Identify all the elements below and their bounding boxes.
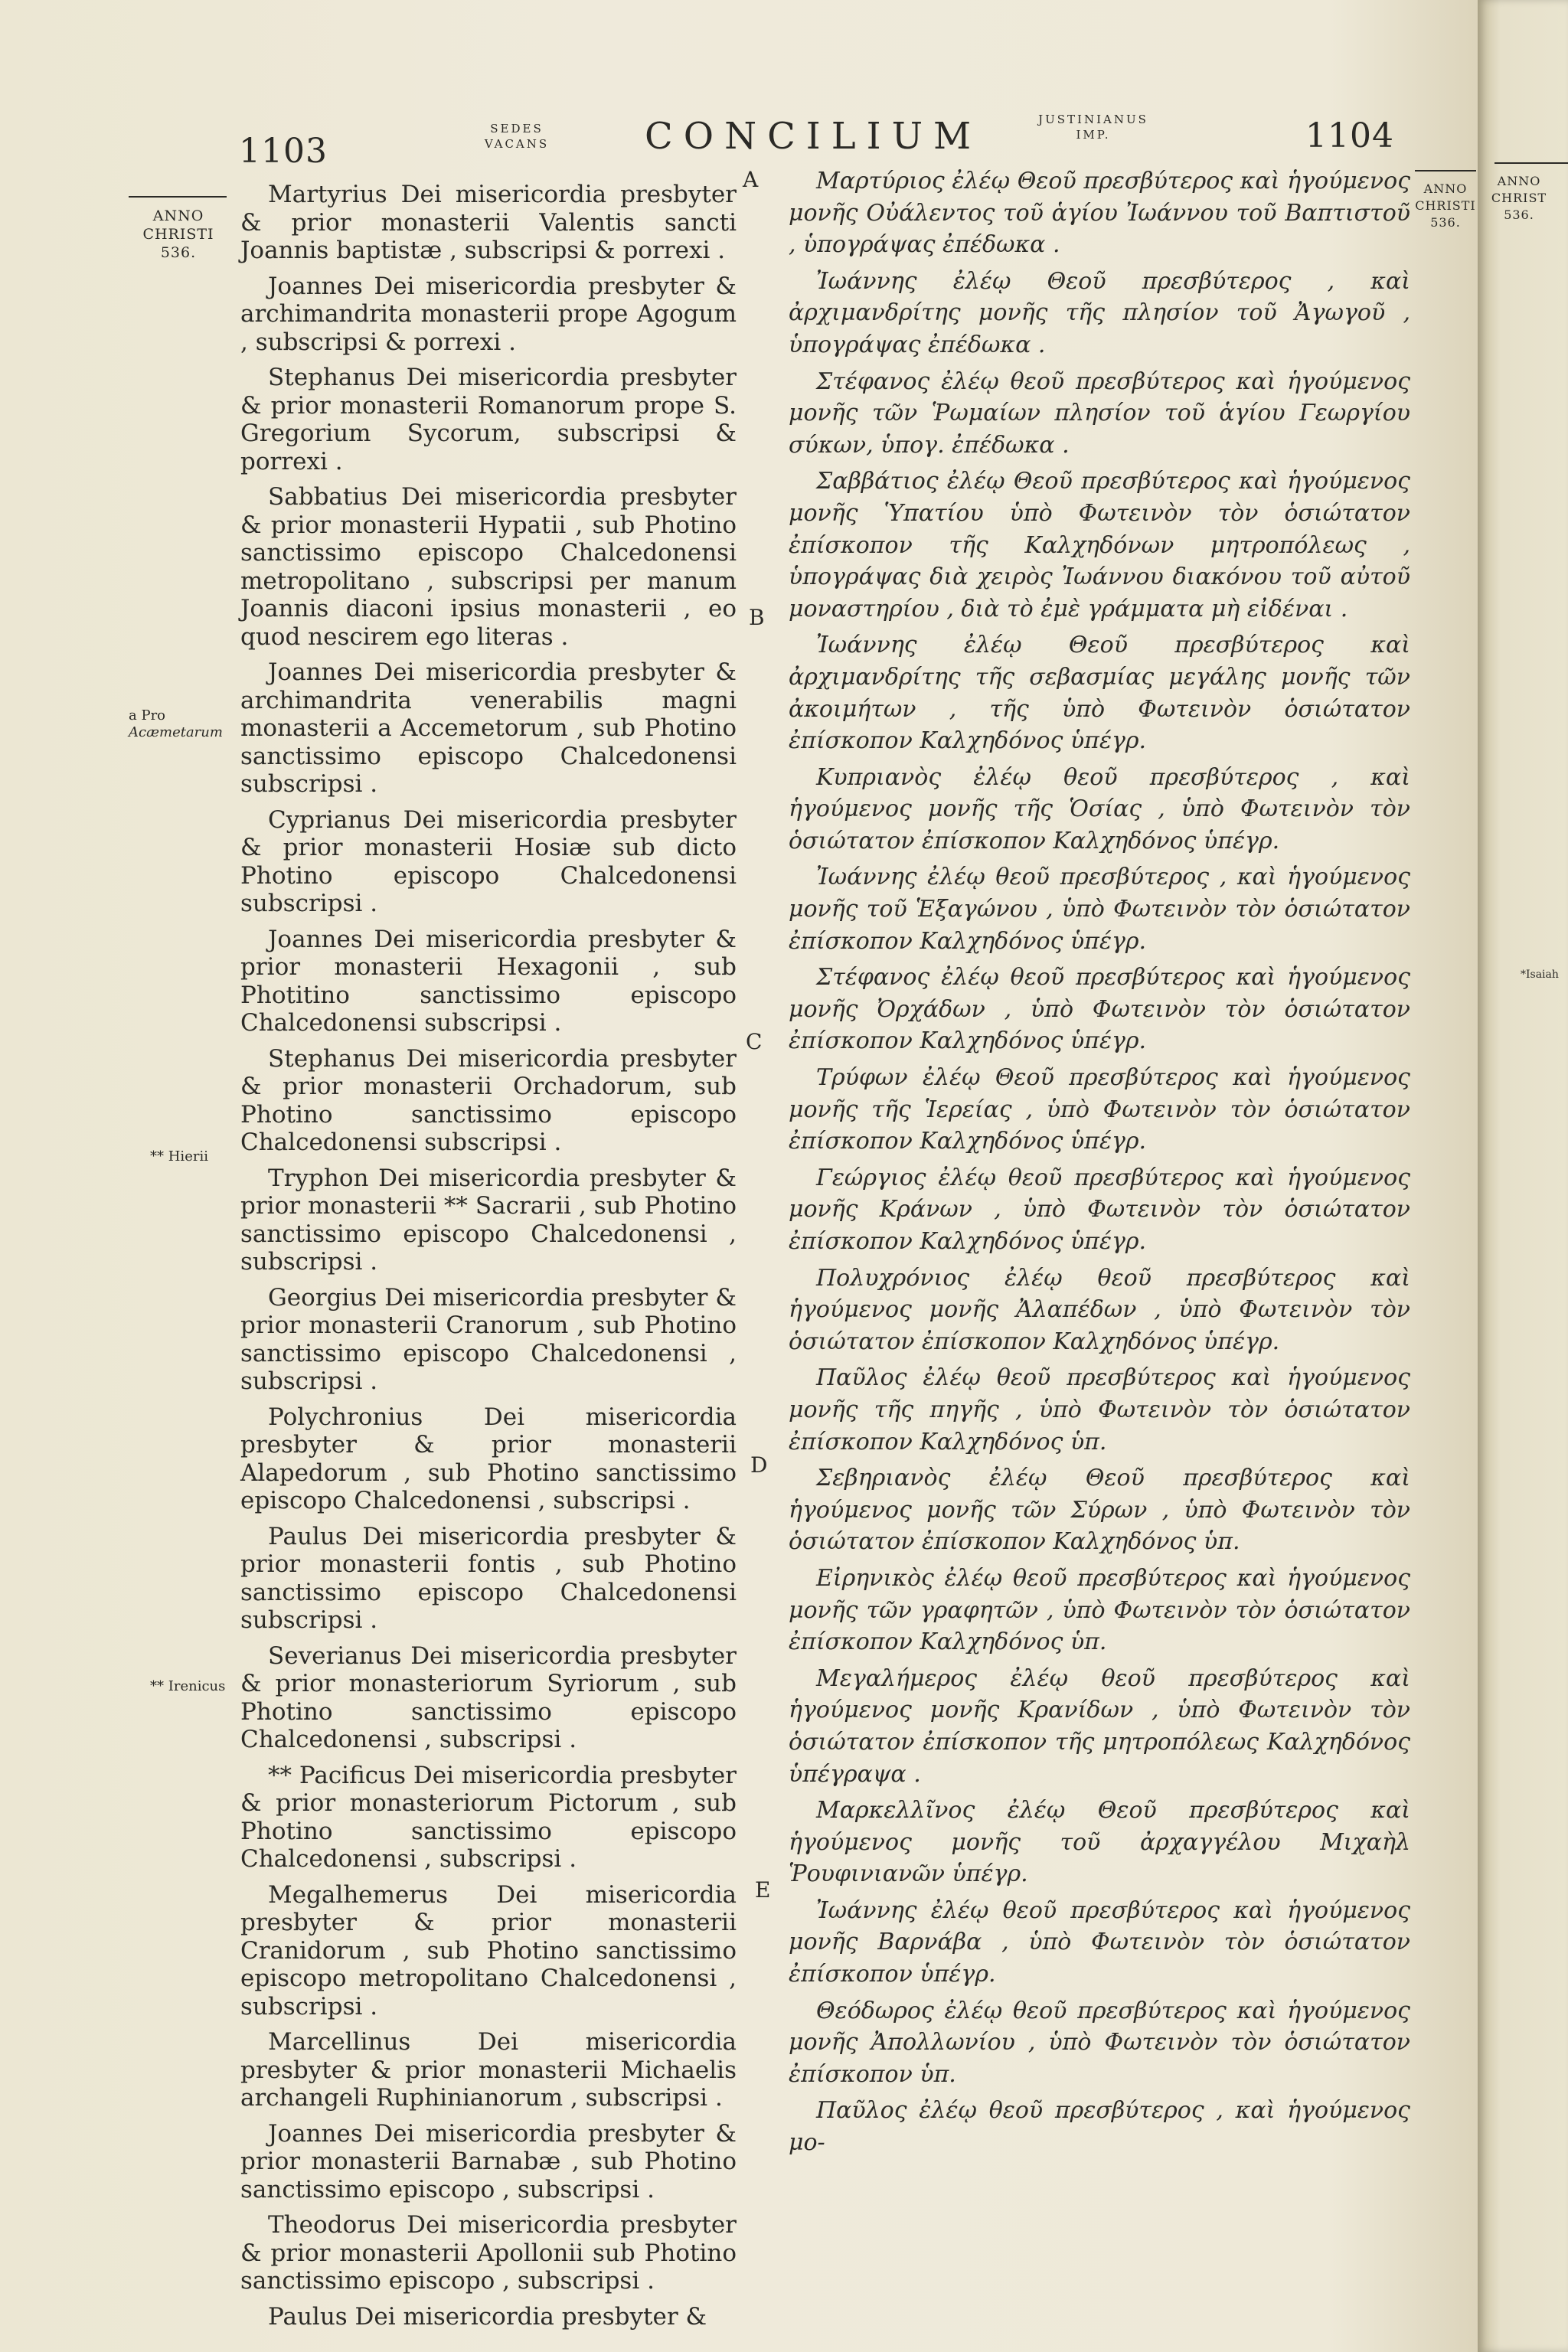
latin-entry: Paulus Dei misericordia presbyter & <box>268 2302 707 2331</box>
next-page-edge <box>1478 0 1568 2352</box>
running-head-left-line1: SEDES <box>490 122 544 136</box>
running-head-right-line1: JUSTINIANUS <box>1038 113 1148 126</box>
greek-entry: Παῦλος ἐλέῳ θεοῦ πρεσβύτερος καὶ ἡγούμενος μονῆς τῆς πηγῆς , ὑπὸ Φωτεινὸν τὸν ὁσιώτατον ἐπίσκοπον Καλχηδόνος ὑπ. <box>789 1364 1410 1455</box>
greek-entry: Στέφανος ἐλέῳ θεοῦ πρεσβύτερος καὶ ἡγούμενος μονῆς τῶν Ῥωμαίων πλησίον τοῦ ἁγίου Γεωργίου σύκων, ὑπογ. ἐπέδωκα . <box>789 368 1410 459</box>
christi-label: CHRIST <box>1491 191 1547 205</box>
running-head-left-line2: VACANS <box>484 137 550 151</box>
greek-entry: Στέφανος ἐλέῳ θεοῦ πρεσβύτερος καὶ ἡγούμενος μονῆς Ὀρχάδων , ὑπὸ Φωτεινὸν τὸν ὁσιώτατον ἐπίσκοπον Καλχηδόνος ὑπέγρ. <box>789 964 1410 1055</box>
year-label: 536. <box>1430 215 1461 230</box>
latin-entry: Martyrius Dei misericordia presbyter & prior monasterii Valentis sancti Joannis baptistæ , subscripsi & porrexi . <box>240 181 737 264</box>
latin-entry: Megalhemerus Dei misericordia presbyter & prior monasterii Cranidorum , sub Photino sanctissimo episcopo metropolitano Chalcedonensi , subscripsi . <box>240 1880 737 2020</box>
latin-entry: Stephanus Dei misericordia presbyter & prior monasterii Orchadorum, sub Photino sanctissimo episcopo Chalcedonensi subscripsi . <box>240 1044 737 1156</box>
anno-label: ANNO <box>152 207 204 224</box>
page-title: CONCILIUM <box>645 115 982 158</box>
page-number-left: 1103 <box>239 132 328 171</box>
latin-entry: Severianus Dei misericordia presbyter & prior monasteriorum Syriorum , sub Photino sanctissimo episcopo Chalcedonensi , subscripsi . <box>240 1642 737 1753</box>
greek-entry: Ἰωάννης ἐλέῳ Θεοῦ πρεσβύτερος , καὶ ἀρχιμανδρίτης μονῆς τῆς πλησίον τοῦ Ἀγωγοῦ , ὑπογράψας ἐπέδωκα . <box>789 267 1410 358</box>
latin-entry: Sabbatius Dei misericordia presbyter & prior monasterii Hypatii , sub Photino sanctissimo episcopo Chalcedonensi metropolitano , subscripsi per manum Joannis diaconi ipsius monasterii , eo quod nescirem ego literas . <box>240 483 737 651</box>
section-letter-c: C <box>746 1029 763 1054</box>
latin-entry: Joannes Dei misericordia presbyter & prior monasterii Hexagonii , sub Photitino sanctissimo episcopo Chalcedonensi subscripsi . <box>240 925 737 1037</box>
greek-entry: Παῦλος ἐλέῳ θεοῦ πρεσβύτερος , καὶ ἡγούμενος μο- <box>789 2097 1410 2157</box>
section-letter-a: A <box>743 167 759 192</box>
greek-entry: Κυπριανὸς ἐλέῳ θεοῦ πρεσβύτερος , καὶ ἡγούμενος μονῆς τῆς Ὁσίας , ὑπὸ Φωτεινὸν τὸν ὁσιώτατον ἐπίσκοπον Καλχηδόνος ὑπέγρ. <box>789 763 1410 854</box>
greek-entry: Μαρκελλῖνος ἐλέῳ Θεοῦ πρεσβύτερος καὶ ἡγούμενος μονῆς τοῦ ἀρχαγγέλου Μιχαὴλ Ῥουφινιανῶν ὑπέγρ. <box>789 1797 1410 1888</box>
section-letter-e: E <box>755 1877 771 1903</box>
running-head-right-line2: IMP. <box>1076 128 1111 142</box>
margin-note-acaemetarum <box>129 707 228 741</box>
latin-entry: Polychronius Dei misericordia presbyter & prior monasterii Alapedorum , sub Photino sanctissimo episcopo Chalcedonensi , subscripsi . <box>240 1403 737 1514</box>
christi-label: CHRISTI <box>1415 198 1476 213</box>
margin-rule-left <box>129 196 227 198</box>
greek-entry: Μεγαλήμερος ἐλέῳ θεοῦ πρεσβύτερος καὶ ἡγούμενος μονῆς Κρανίδων , ὑπὸ Φωτεινὸν τὸν ὁσιώτατον ἐπίσκοπον τῆς μητροπόλεως Καλχηδόνος ὑπέγραψα . <box>789 1664 1410 1788</box>
anno-label: ANNO <box>1497 174 1541 188</box>
latin-entry: Stephanus Dei misericordia presbyter & prior monasterii Romanorum prope S. Gregorium Sycorum, subscripsi & porrexi . <box>240 364 737 475</box>
note-mark: ** <box>150 1678 164 1694</box>
greek-entry: Τρύφων ἐλέῳ Θεοῦ πρεσβύτερος καὶ ἡγούμενος μονῆς τῆς Ἱερείας , ὑπὸ Φωτεινὸν τὸν ὁσιώτατον ἐπίσκοπον Καλχηδόνος ὑπέγρ. <box>789 1064 1410 1155</box>
latin-entry: Theodorus Dei misericordia presbyter & prior monasterii Apollonii sub Photino sanctissimo episcopo , subscripsi . <box>240 2211 737 2295</box>
latin-entry: Paulus Dei misericordia presbyter & prior monasterii fontis , sub Photino sanctissimo episcopo Chalcedonensi subscripsi . <box>240 1522 737 1634</box>
running-head-left <box>463 121 570 152</box>
margin-rule-right <box>1415 170 1476 172</box>
section-letter-d: D <box>750 1452 768 1478</box>
next-page-note: *Isaiah <box>1521 969 1559 981</box>
latin-entry: Marcellinus Dei misericordia presbyter & prior monasterii Michaelis archangeli Ruphinianorum , subscripsi . <box>240 2028 737 2112</box>
note-text: Pro <box>141 707 166 724</box>
greek-entry: Μαρτύριος ἐλέῳ Θεοῦ πρεσβύτερος καὶ ἡγούμενος μονῆς Οὐάλεντος τοῦ ἁγίου Ἰωάννου τοῦ Βαπτιστοῦ , ὑπογράψας ἐπέδωκα . <box>789 168 1410 259</box>
greek-entry: Σαββάτιος ἐλέῳ Θεοῦ πρεσβύτερος καὶ ἡγούμενος μονῆς Ὑπατίου ὑπὸ Φωτεινὸν τὸν ὁσιώτατον ἐπίσκοπον τῆς Καλχηδόνων μητροπόλεως , ὑπογράψας διὰ χειρὸς Ἰωάννου διακόνου τοῦ αὐτοῦ μοναστηρίου , διὰ τὸ ἐμὲ γράμματα μὴ εἰδέναι . <box>789 468 1410 622</box>
year-label: 536. <box>1504 207 1534 222</box>
next-page-anno <box>1488 173 1550 224</box>
margin-note-irenicus <box>150 1678 234 1695</box>
note-mark: ** <box>150 1148 164 1165</box>
latin-entry: Joannes Dei misericordia presbyter & archimandrita venerabilis magni monasterii a Accemetorum , sub Photino sanctissimo episcopo Chalcedonensi subscripsi . <box>240 658 737 798</box>
latin-entry: ** Pacificus Dei misericordia presbyter & prior monasteriorum Pictorum , sub Photino sanctissimo episcopo Chalcedonensi , subscripsi . <box>240 1761 737 1873</box>
greek-entry: Σεβηριανὸς ἐλέῳ Θεοῦ πρεσβύτερος καὶ ἡγούμενος μονῆς τῶν Σύρων , ὑπὸ Φωτεινὸν τὸν ὁσιώτατον ἐπίσκοπον Καλχηδόνος ὑπ. <box>789 1465 1410 1556</box>
section-letter-b: B <box>749 605 765 630</box>
note-text: Irenicus <box>168 1678 226 1694</box>
page-number-right: 1104 <box>1305 116 1394 155</box>
note-italic: Acæmetarum <box>129 724 223 740</box>
latin-entry: Tryphon Dei misericordia presbyter & prior monasterii ** Sacrarii , sub Photino sanctissimo episcopo Chalcedonensi , subscripsi . <box>240 1164 737 1276</box>
latin-entry: Joannes Dei misericordia presbyter & prior monasterii Barnabæ , sub Photino sanctissimo episcopo , subscripsi . <box>240 2119 737 2203</box>
note-text: Hierii <box>168 1148 208 1165</box>
next-page-rule <box>1494 162 1568 164</box>
year-label: 536. <box>160 244 197 261</box>
greek-entry: Εἰρηνικὸς ἐλέῳ θεοῦ πρεσβύτερος καὶ ἡγούμενος μονῆς τῶν γραφητῶν , ὑπὸ Φωτεινὸν τὸν ὁσιώτατον ἐπίσκοπον Καλχηδόνος ὑπ. <box>789 1564 1410 1656</box>
latin-entry: Georgius Dei misericordia presbyter & prior monasterii Cranorum , sub Photino sanctissimo episcopo Chalcedonensi , subscripsi . <box>240 1283 737 1395</box>
anno-label: ANNO <box>1423 181 1468 196</box>
greek-entry: Ἰωάννης ἐλέῳ θεοῦ πρεσβύτερος , καὶ ἡγούμενος μονῆς τοῦ Ἑξαγώνου , ὑπὸ Φωτεινὸν τὸν ὁσιώτατον ἐπίσκοπον Καλχηδόνος ὑπέγρ. <box>789 864 1410 955</box>
christi-label: CHRISTI <box>142 226 214 243</box>
greek-column <box>789 165 1410 2317</box>
running-head-right <box>1032 112 1155 142</box>
latin-entry: Cyprianus Dei misericordia presbyter & prior monasterii Hosiæ sub dicto Photino episcopo Chalcedonensi subscripsi . <box>240 805 737 917</box>
anno-christi-right <box>1415 181 1476 231</box>
greek-entry: Ἰωάννης ἐλέῳ Θεοῦ πρεσβύτερος καὶ ἀρχιμανδρίτης τῆς σεβασμίας μεγάλης μονῆς τῶν ἀκοιμήτων , τῆς ὑπὸ Φωτεινὸν ὁσιώτατον ἐπίσκοπον Καλχηδόνος ὑπέγρ. <box>789 632 1410 755</box>
margin-note-hierii <box>150 1148 234 1165</box>
anno-christi-left <box>129 207 228 262</box>
greek-entry: Ἰωάννης ἐλέῳ θεοῦ πρεσβύτερος καὶ ἡγούμενος μονῆς Βαρνάβα , ὑπὸ Φωτεινὸν τὸν ὁσιώτατον ἐπίσκοπον ὑπέγρ. <box>789 1896 1410 1988</box>
greek-entry: Πολυχρόνιος ἐλέῳ θεοῦ πρεσβύτερος καὶ ἡγούμενος μονῆς Ἀλαπέδων , ὑπὸ Φωτεινὸν τὸν ὁσιώτατον ἐπίσκοπον Καλχηδόνος ὑπέγρ. <box>789 1264 1410 1355</box>
note-mark: a <box>129 707 137 724</box>
greek-entry: Γεώργιος ἐλέῳ θεοῦ πρεσβύτερος καὶ ἡγούμενος μονῆς Κράνων , ὑπὸ Φωτεινὸν τὸν ὁσιώτατον ἐπίσκοπον Καλχηδόνος ὑπέγρ. <box>789 1164 1410 1255</box>
latin-column <box>240 181 737 2331</box>
greek-entry: Θεόδωρος ἐλέῳ θεοῦ πρεσβύτερος καὶ ἡγούμενος μονῆς Ἀπολλωνίου , ὑπὸ Φωτεινὸν τὸν ὁσιώτατον ἐπίσκοπον ὑπ. <box>789 1997 1410 2088</box>
latin-entry: Joannes Dei misericordia presbyter & archimandrita monasterii prope Agogum , subscripsi & porrexi . <box>240 272 737 356</box>
